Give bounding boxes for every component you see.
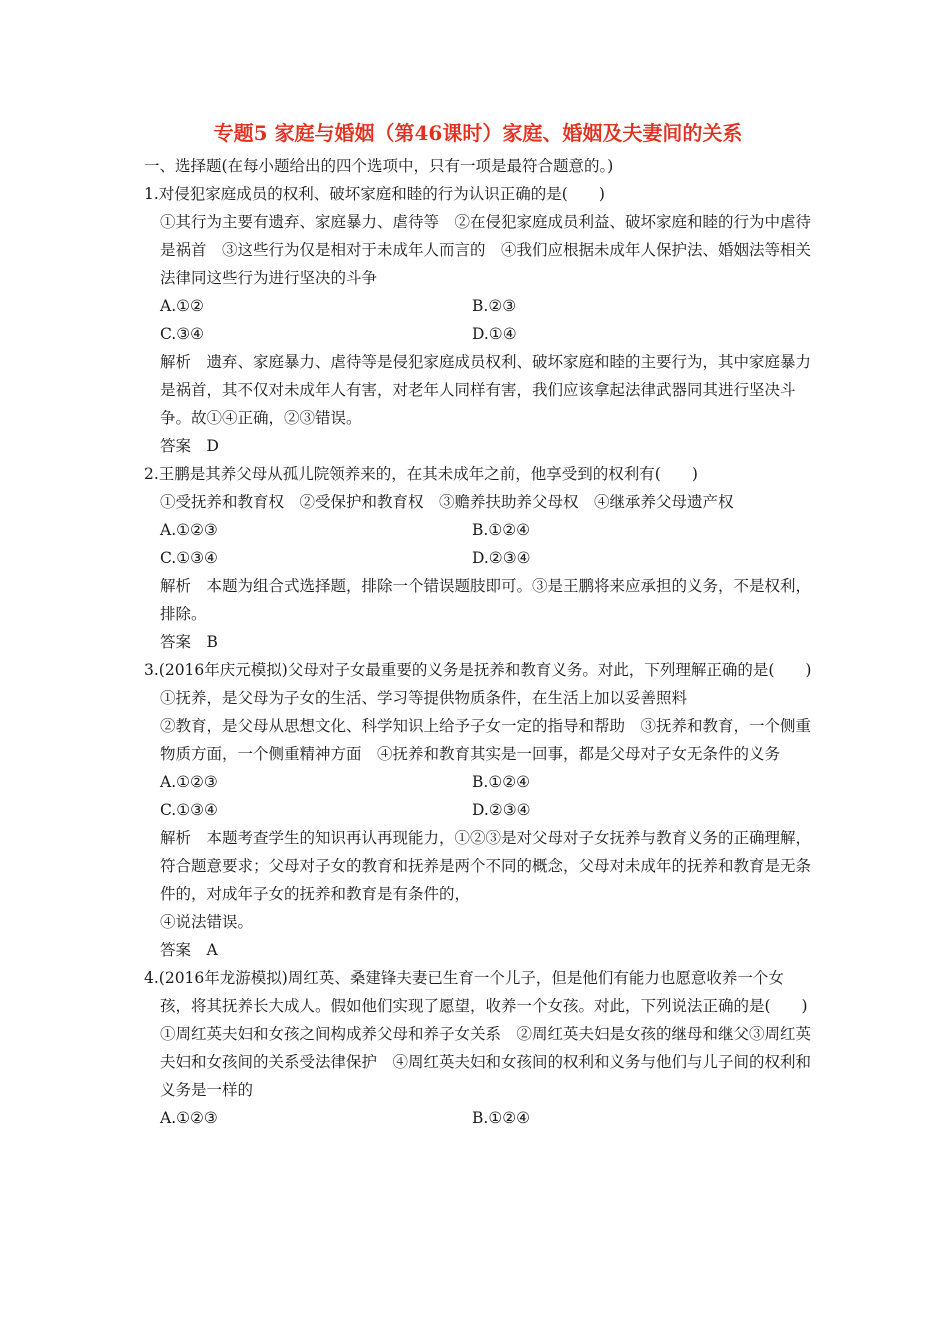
analysis: 解析 本题考查学生的知识再认再现能力，①②③是对父母对子女抚养与教育义务的正确理解，符合题意要求；父母对子女的教育和抚养是两个不同的概念，父母对未成年的抚养和教育是无条件的，对成年子女的抚养和教育是有条件的， [160,829,812,903]
option-a: A.①② [160,297,204,315]
question-statements: ①受抚养和教育权 ②受保护和教育权 ③赡养扶助养父母权 ④继承养父母遗产权 [160,493,734,511]
options-row [144,516,812,544]
option-d: D.②③④ [472,801,531,819]
option-d: D.①④ [472,325,517,343]
question-statement: ①抚养，是父母为子女的生活、学习等提供物质条件，在生活上加以妥善照料 [160,689,688,707]
options-row [144,796,812,824]
options-row [144,320,812,348]
option-c: C.①③④ [160,549,218,567]
document-title: 专题5 家庭与婚姻（第46课时）家庭、婚姻及夫妻间的关系 [213,121,743,145]
question-statements: ①其行为主要有遗弃、家庭暴力、虐待等 ②在侵犯家庭成员利益、破坏家庭和睦的行为中虐待是祸首 ③这些行为仅是相对于未成年人而言的 ④我们应根据未成年人保护法、婚姻法等相关法律同这些行为进行坚决的斗争 [160,213,812,287]
answer: 答案 A [160,941,218,959]
question-statement: ②教育，是父母从思想文化、科学知识上给予子女一定的指导和帮助 ③抚养和教育，一个侧重物质方面，一个侧重精神方面 ④抚养和教育其实是一回事，都是父母对子女无条件的义务 [160,717,812,763]
option-a: A.①②③ [160,521,218,539]
option-a: A.①②③ [160,773,218,791]
question-stem: 4.(2016年龙游模拟)周红英、桑建锋夫妻已生育一个儿子，但是他们有能力也愿意收养一个女孩，将其抚养长大成人。假如他们实现了愿望，收养一个女孩。对此，下列说法正确的是( ) [144,969,808,1015]
section-heading: 一、选择题(在每小题给出的四个选项中，只有一项是最符合题意的。) [144,157,614,175]
analysis: 解析 本题为组合式选择题，排除一个错误题肢即可。③是王鹏将来应承担的义务，不是权利，排除。 [160,577,812,623]
options-row [144,1104,812,1132]
answer: 答案 D [160,437,219,455]
document-page [144,118,812,1132]
option-b: B.①②④ [472,773,531,791]
analysis: 解析 遗弃、家庭暴力、虐待等是侵犯家庭成员权利、破坏家庭和睦的主要行为，其中家庭暴力是祸首，其不仅对未成年人有害，对老年人同样有害，我们应该拿起法律武器同其进行坚决斗争。故①④正确，②③错误。 [160,353,812,427]
option-d: D.②③④ [472,549,531,567]
option-a: A.①②③ [160,1109,218,1127]
question-2 [144,460,812,656]
option-b: B.①②④ [472,1109,531,1127]
options-row [144,768,812,796]
option-b: B.①②④ [472,521,531,539]
question-stem: 2.王鹏是其养父母从孤儿院领养来的，在其未成年之前，他享受到的权利有( ) [144,465,698,483]
question-statements: ①周红英夫妇和女孩之间构成养父母和养子女关系 ②周红英夫妇是女孩的继母和继父③周红英夫妇和女孩间的关系受法律保护 ④周红英夫妇和女孩间的权利和义务与他们与儿子间的权利和义务是一样的 [160,1025,812,1099]
question-stem: 3.(2016年庆元模拟)父母对子女最重要的义务是抚养和教育义务。对此，下列理解正确的是( ) [144,661,812,679]
question-3 [144,656,812,964]
answer: 答案 B [160,633,218,651]
options-row [144,544,812,572]
question-1 [144,180,812,460]
question-4 [144,964,812,1132]
options-row [144,292,812,320]
question-stem: 1.对侵犯家庭成员的权利、破坏家庭和睦的行为认识正确的是( ) [144,185,605,203]
analysis-tail: ④说法错误。 [160,913,254,931]
option-c: C.①③④ [160,801,218,819]
option-b: B.②③ [472,297,517,315]
option-c: C.③④ [160,325,205,343]
